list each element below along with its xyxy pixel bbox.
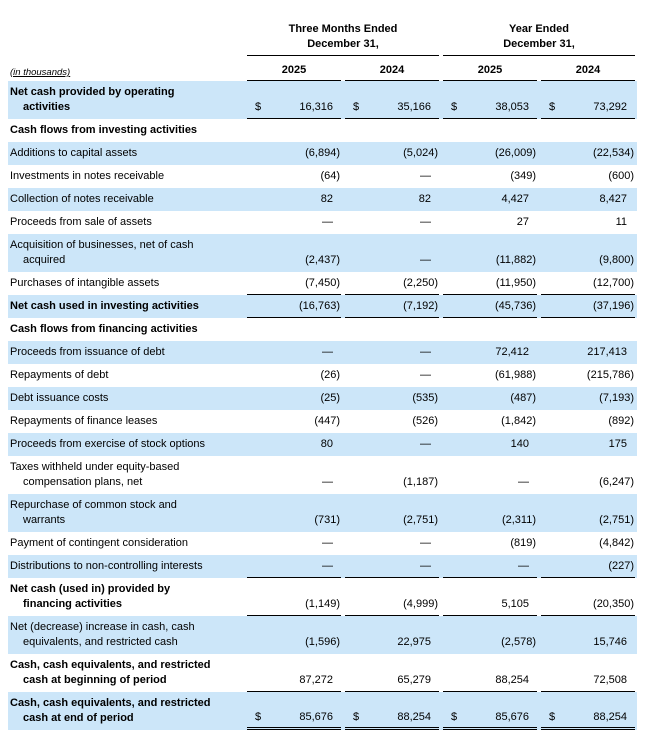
value-cell xyxy=(539,692,637,730)
cell-value: 85,676 xyxy=(299,711,333,723)
cell-value: 73,292 xyxy=(593,101,628,113)
value-cell xyxy=(245,456,343,494)
cell-value: 87,272 xyxy=(299,674,333,686)
value-cell xyxy=(441,387,539,410)
table-row xyxy=(8,494,637,532)
cell-value: (11,882) xyxy=(495,254,536,266)
cell-value: 88,254 xyxy=(495,674,529,686)
value-cell xyxy=(441,295,539,318)
value-cell xyxy=(245,318,343,341)
row-label: Net cash used in investing activities xyxy=(10,300,199,312)
value-cell xyxy=(441,188,539,211)
cell-value: (819) xyxy=(510,537,536,549)
table-row xyxy=(8,272,637,295)
table-row xyxy=(8,387,637,410)
value-cell xyxy=(343,692,441,730)
cell-value: 82 xyxy=(418,193,431,205)
cell-value: (2,437) xyxy=(305,254,340,266)
cell-value: (1,596) xyxy=(305,636,340,648)
value-cell xyxy=(245,616,343,654)
cell-value: — xyxy=(518,476,529,488)
period-group-label-line1: Three Months Ended xyxy=(288,23,398,35)
value-cell xyxy=(539,272,637,295)
value-cell xyxy=(245,578,343,616)
table-row xyxy=(8,532,637,555)
cell-value: 175 xyxy=(608,438,628,450)
value-cell xyxy=(539,119,637,142)
value-cell xyxy=(245,81,343,119)
value-cell xyxy=(441,616,539,654)
table-row xyxy=(8,165,637,188)
value-cell xyxy=(245,211,343,234)
cell-value: (7,193) xyxy=(599,392,635,404)
cell-value: 80 xyxy=(320,438,333,450)
section-header-row xyxy=(8,119,637,142)
table-row xyxy=(8,81,637,119)
value-cell xyxy=(343,555,441,578)
value-cell xyxy=(343,410,441,433)
cell-value: (892) xyxy=(608,415,635,427)
value-cell xyxy=(539,578,637,616)
value-cell xyxy=(441,532,539,555)
cell-value: (6,247) xyxy=(599,476,635,488)
value-cell xyxy=(343,494,441,532)
row-label: Proceeds from issuance of debt xyxy=(10,346,165,358)
cell-value: 22,975 xyxy=(397,636,431,648)
cell-value: — xyxy=(420,346,431,358)
row-label: Cash flows from investing activities xyxy=(10,124,198,136)
value-cell xyxy=(539,211,637,234)
value-cell xyxy=(441,318,539,341)
value-cell xyxy=(245,295,343,318)
cell-value: (5,024) xyxy=(403,147,438,159)
value-cell xyxy=(441,410,539,433)
value-cell xyxy=(441,456,539,494)
value-cell xyxy=(245,142,343,165)
value-cell xyxy=(539,410,637,433)
cell-value: (2,751) xyxy=(403,514,438,526)
value-cell xyxy=(343,616,441,654)
value-cell xyxy=(441,364,539,387)
row-label: Cash, cash equivalents, and restricted cash at beginning of period xyxy=(10,659,211,686)
dollar-sign: $ xyxy=(451,711,458,723)
statement-table-body xyxy=(8,81,637,730)
value-cell xyxy=(441,234,539,272)
cell-value: (349) xyxy=(510,170,536,182)
row-label: Acquisition of businesses, net of cash acquired xyxy=(10,239,194,266)
cell-value: 5,105 xyxy=(501,598,529,610)
value-cell xyxy=(539,387,637,410)
value-cell xyxy=(441,142,539,165)
header-spacer xyxy=(8,22,245,56)
period-group-three-months xyxy=(245,22,441,56)
value-cell xyxy=(539,433,637,456)
period-group-label-line2: December 31, xyxy=(503,38,575,50)
cell-value: 4,427 xyxy=(501,193,529,205)
cell-value: (12,700) xyxy=(593,277,635,289)
table-row xyxy=(8,433,637,456)
row-label: Net (decrease) increase in cash, cash equivalents, and restricted cash xyxy=(10,621,195,648)
value-cell xyxy=(245,119,343,142)
cell-value: — xyxy=(420,560,431,572)
cell-value: (20,350) xyxy=(593,598,635,610)
row-label: Proceeds from exercise of stock options xyxy=(10,438,206,450)
value-cell xyxy=(343,272,441,295)
cell-value: (25) xyxy=(320,392,340,404)
cell-value: (526) xyxy=(412,415,438,427)
value-cell xyxy=(343,318,441,341)
value-cell xyxy=(441,81,539,119)
value-cell xyxy=(245,272,343,295)
row-label: Proceeds from sale of assets xyxy=(10,216,152,228)
value-cell xyxy=(343,532,441,555)
table-row xyxy=(8,410,637,433)
cell-value: (227) xyxy=(608,560,635,572)
cell-value: — xyxy=(420,216,431,228)
cell-value: 11 xyxy=(615,216,628,228)
cell-value: 88,254 xyxy=(397,711,431,723)
table-row xyxy=(8,142,637,165)
cash-flow-table xyxy=(8,22,637,730)
cell-value: — xyxy=(420,254,431,266)
cell-value: — xyxy=(322,476,333,488)
value-cell xyxy=(441,272,539,295)
value-cell xyxy=(539,142,637,165)
cell-value: (535) xyxy=(412,392,438,404)
cell-value: (731) xyxy=(314,514,340,526)
cell-value: 88,254 xyxy=(593,711,628,723)
table-header xyxy=(8,22,637,81)
dollar-sign: $ xyxy=(255,101,262,113)
table-row xyxy=(8,188,637,211)
row-label: Distributions to non-controlling interests xyxy=(10,560,203,572)
table-row xyxy=(8,295,637,318)
cell-value: (1,187) xyxy=(403,476,438,488)
table-row xyxy=(8,234,637,272)
period-group-year-ended xyxy=(441,22,637,56)
row-label: Purchases of intangible assets xyxy=(10,277,160,289)
value-cell xyxy=(441,578,539,616)
value-cell xyxy=(539,81,637,119)
section-header-row xyxy=(8,318,637,341)
value-cell xyxy=(343,142,441,165)
value-cell xyxy=(245,654,343,692)
table-row xyxy=(8,654,637,692)
value-cell xyxy=(539,654,637,692)
cell-value: (1,842) xyxy=(501,415,536,427)
value-cell xyxy=(539,295,637,318)
cell-value: (1,149) xyxy=(305,598,340,610)
value-cell xyxy=(441,433,539,456)
value-cell xyxy=(245,165,343,188)
cell-value: (215,786) xyxy=(586,369,635,381)
cell-value: — xyxy=(518,560,529,572)
cell-value: — xyxy=(420,537,431,549)
value-cell xyxy=(343,234,441,272)
value-cell xyxy=(245,433,343,456)
cell-value: — xyxy=(420,170,431,182)
cell-value: 85,676 xyxy=(495,711,529,723)
cell-value: (2,751) xyxy=(599,514,635,526)
cell-value: (45,736) xyxy=(495,300,536,312)
cell-value: 27 xyxy=(516,216,529,228)
value-cell xyxy=(343,188,441,211)
value-cell xyxy=(539,165,637,188)
cell-value: (6,894) xyxy=(305,147,340,159)
cell-value: (2,578) xyxy=(501,636,536,648)
value-cell xyxy=(539,234,637,272)
value-cell xyxy=(441,341,539,364)
row-label: Additions to capital assets xyxy=(10,147,138,159)
cell-value: (2,250) xyxy=(403,277,438,289)
dollar-sign: $ xyxy=(549,101,556,113)
cell-value: (22,534) xyxy=(593,147,635,159)
value-cell xyxy=(343,81,441,119)
value-cell xyxy=(245,494,343,532)
table-row xyxy=(8,456,637,494)
value-cell xyxy=(245,555,343,578)
value-cell xyxy=(245,532,343,555)
cell-value: (37,196) xyxy=(593,300,635,312)
period-group-label-line1: Year Ended xyxy=(509,23,569,35)
cell-value: 72,412 xyxy=(495,346,529,358)
table-row xyxy=(8,578,637,616)
value-cell xyxy=(343,654,441,692)
row-label: Repayments of finance leases xyxy=(10,415,158,427)
value-cell xyxy=(539,341,637,364)
cell-value: — xyxy=(322,216,333,228)
cell-value: (16,763) xyxy=(299,300,340,312)
cell-value: (4,842) xyxy=(599,537,635,549)
value-cell xyxy=(343,341,441,364)
dollar-sign: $ xyxy=(549,711,556,723)
cell-value: (600) xyxy=(608,170,635,182)
value-cell xyxy=(441,165,539,188)
units-note: (in thousands) xyxy=(10,67,71,78)
cell-value: (7,192) xyxy=(403,300,438,312)
table-row xyxy=(8,555,637,578)
column-header-year: 2025 xyxy=(441,56,539,81)
value-cell xyxy=(441,555,539,578)
value-cell xyxy=(343,456,441,494)
row-label: Collection of notes receivable xyxy=(10,193,154,205)
value-cell xyxy=(539,456,637,494)
value-cell xyxy=(539,494,637,532)
value-cell xyxy=(343,364,441,387)
value-cell xyxy=(539,318,637,341)
cell-value: (26,009) xyxy=(495,147,536,159)
cell-value: 72,508 xyxy=(593,674,628,686)
row-label: Taxes withheld under equity-based compensation plans, net xyxy=(10,461,180,488)
column-header-year: 2024 xyxy=(343,56,441,81)
dollar-sign: $ xyxy=(353,711,360,723)
row-label: Investments in notes receivable xyxy=(10,170,165,182)
row-label: Net cash provided by operating activities xyxy=(10,86,175,113)
table-row xyxy=(8,364,637,387)
cell-value: 38,053 xyxy=(495,101,529,113)
value-cell xyxy=(441,692,539,730)
value-cell xyxy=(441,494,539,532)
cell-value: (487) xyxy=(510,392,536,404)
value-cell xyxy=(441,211,539,234)
cell-value: 140 xyxy=(510,438,529,450)
cell-value: (447) xyxy=(314,415,340,427)
cell-value: (2,311) xyxy=(501,514,536,526)
cell-value: — xyxy=(322,560,333,572)
cell-value: (64) xyxy=(320,170,340,182)
column-header-year: 2024 xyxy=(539,56,637,81)
header-year-row xyxy=(8,56,637,81)
value-cell xyxy=(245,387,343,410)
value-cell xyxy=(245,188,343,211)
cell-value: — xyxy=(322,346,333,358)
units-note-cell xyxy=(8,56,245,81)
value-cell xyxy=(245,364,343,387)
value-cell xyxy=(343,165,441,188)
cell-value: 217,413 xyxy=(587,346,628,358)
row-label: Cash, cash equivalents, and restricted cash at end of period xyxy=(10,697,211,724)
cell-value: 16,316 xyxy=(299,101,333,113)
cell-value: — xyxy=(420,369,431,381)
value-cell xyxy=(539,364,637,387)
row-label: Repurchase of common stock and warrants xyxy=(10,499,177,526)
cell-value: — xyxy=(420,438,431,450)
row-label: Net cash (used in) provided by financing activities xyxy=(10,583,171,610)
cell-value: (7,450) xyxy=(305,277,340,289)
value-cell xyxy=(441,654,539,692)
table-row xyxy=(8,341,637,364)
value-cell xyxy=(539,532,637,555)
period-group-label-line2: December 31, xyxy=(307,38,379,50)
value-cell xyxy=(245,410,343,433)
dollar-sign: $ xyxy=(255,711,262,723)
table-row xyxy=(8,616,637,654)
column-header-year: 2025 xyxy=(245,56,343,81)
value-cell xyxy=(343,211,441,234)
value-cell xyxy=(245,692,343,730)
cell-value: (26) xyxy=(320,369,340,381)
value-cell xyxy=(343,119,441,142)
cell-value: (61,988) xyxy=(495,369,536,381)
cell-value: 35,166 xyxy=(397,101,431,113)
dollar-sign: $ xyxy=(353,101,360,113)
value-cell xyxy=(539,188,637,211)
header-group-row xyxy=(8,22,637,56)
cell-value: (11,950) xyxy=(495,277,536,289)
cell-value: (9,800) xyxy=(599,254,635,266)
row-label: Debt issuance costs xyxy=(10,392,109,404)
value-cell xyxy=(245,341,343,364)
value-cell xyxy=(343,433,441,456)
cell-value: (4,999) xyxy=(403,598,438,610)
row-label: Payment of contingent consideration xyxy=(10,537,188,549)
value-cell xyxy=(441,119,539,142)
cell-value: — xyxy=(322,537,333,549)
table-row xyxy=(8,211,637,234)
cell-value: 65,279 xyxy=(397,674,431,686)
value-cell xyxy=(245,234,343,272)
value-cell xyxy=(343,578,441,616)
value-cell xyxy=(343,295,441,318)
value-cell xyxy=(343,387,441,410)
table-row xyxy=(8,692,637,730)
dollar-sign: $ xyxy=(451,101,458,113)
value-cell xyxy=(539,555,637,578)
cell-value: 82 xyxy=(320,193,333,205)
cell-value: 15,746 xyxy=(593,636,628,648)
cell-value: 8,427 xyxy=(599,193,628,205)
row-label: Cash flows from financing activities xyxy=(10,323,198,335)
value-cell xyxy=(539,616,637,654)
row-label: Repayments of debt xyxy=(10,369,109,381)
